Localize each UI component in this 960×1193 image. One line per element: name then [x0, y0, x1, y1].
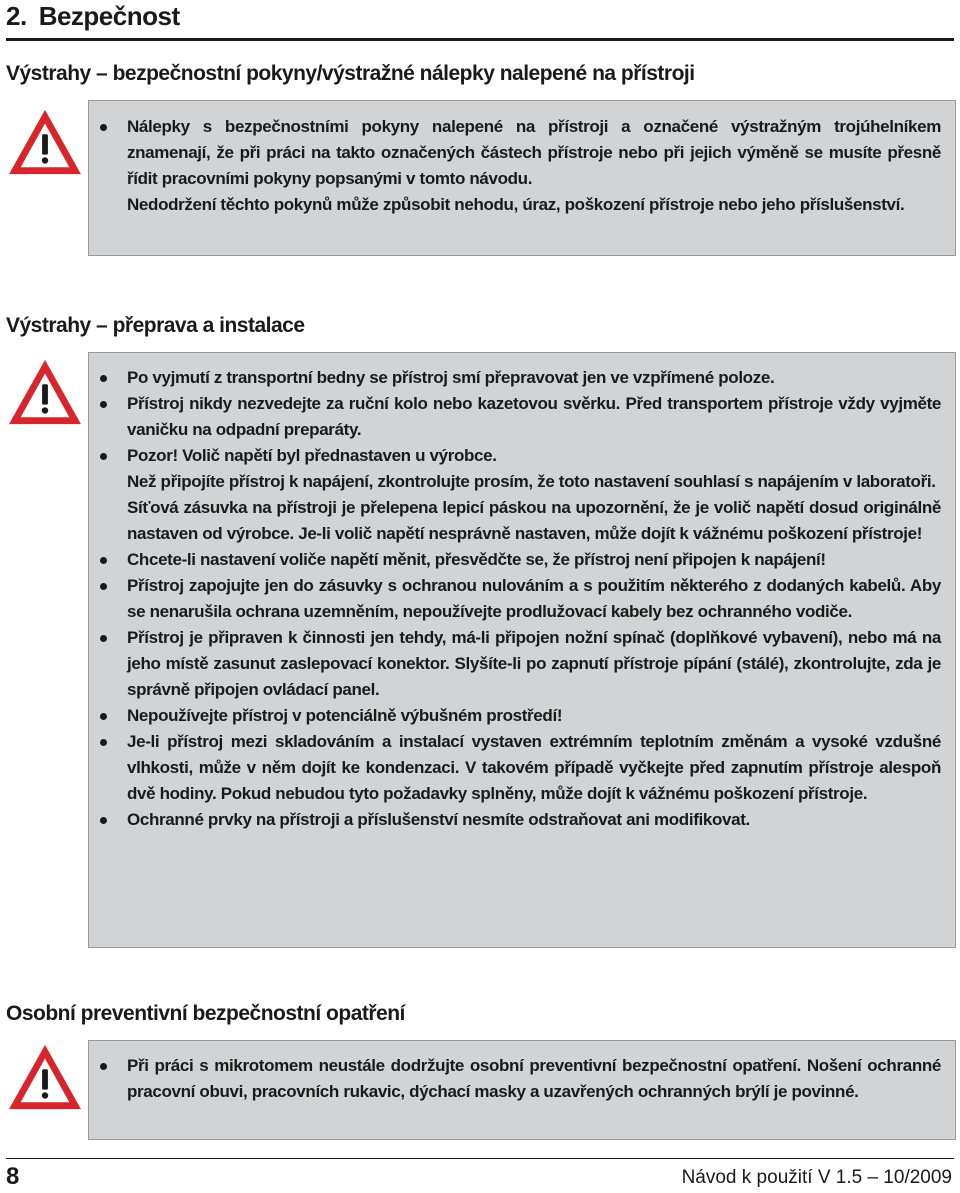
section-title-personal: Osobní preventivní bezpečnostní opatření — [6, 1002, 405, 1025]
warning-triangle-icon — [6, 1042, 84, 1112]
bullet-paragraph: Je-li přístroj mezi skladováním a instalací vystaven extrémním teplotním změnám a vysoké vzdušné vlhkosti, může v něm dojít ke kondenzaci. V takovém případě vyčkejte před zapnutím přístroje alespoň dvě hodiny. Pokud nebudou tyto požadavky splněny, může dojít k vážnému poškození přístroje. — [127, 732, 941, 803]
warning-box-labels — [88, 100, 956, 256]
list-item — [89, 807, 955, 833]
list-item — [89, 547, 955, 573]
bullet-paragraph: Po vyjmutí z transportní bedny se přístroj smí přepravovat jen ve vzpřímené poloze. — [127, 368, 775, 387]
list-item — [89, 625, 955, 703]
bullet-paragraph: Přístroj zapojujte jen do zásuvky s ochranou nulováním a s použitím některého z dodaných kabelů. Aby se nenarušila ochrana uzemněním, nepoužívejte prodlužovací kabely bez ochranného vodiče. — [127, 576, 941, 621]
bullet-paragraph: Nedodržení těchto pokynů může způsobit nehodu, úraz, poškození přístroje nebo jeho příslušenství. — [127, 195, 905, 214]
chapter-title: Bezpečnost — [38, 1, 180, 31]
document-reference: Návod k použití V 1.5 – 10/2009 — [681, 1167, 952, 1188]
bullet-paragraph: Nepoužívejte přístroj v potenciálně výbušném prostředí! — [127, 706, 563, 725]
list-item — [89, 443, 955, 547]
list-item — [89, 573, 955, 625]
bullet-paragraph: Síťová zásuvka na přístroji je přelepena lepicí páskou na upozornění, že je volič napětí dosud originálně nastaven od výrobce. Je-li volič napětí nesprávně nastaven, může dojít k vážnému poškození přístroje! — [127, 498, 941, 543]
bullet-paragraph: Ochranné prvky na přístroji a příslušenství nesmíte odstraňovat ani modifikovat. — [127, 810, 750, 829]
warning-box-personal — [88, 1040, 956, 1140]
bullet-paragraph: Chcete-li nastavení voliče napětí měnit, přesvědčte se, že přístroj není připojen k napájení! — [127, 550, 826, 569]
bullet-paragraph: Nálepky s bezpečnostními pokyny nalepené na přístroji a označené výstražným trojúhelníkem znamenají, že při práci na takto označených částech přístroje nebo při jejich výměně se musíte přesně řídit pracovními pokyny popsanými v tomto návodu. — [127, 117, 941, 188]
list-item — [89, 114, 955, 218]
bullet-paragraph: Pozor! Volič napětí byl přednastaven u výrobce. — [127, 446, 497, 465]
page-number: 8 — [6, 1163, 20, 1190]
warning-triangle-icon — [6, 357, 84, 427]
bullet-paragraph: Přístroj je připraven k činnosti jen tehdy, má-li připojen nožní spínač (doplňkové vybavení), nebo má na jeho místě zasunut zaslepovací konektor. Slyšíte-li po zapnutí přístroje pípání (stálé), zkontrolujte, zda je správně připojen ovládací panel. — [127, 628, 941, 699]
bullet-paragraph: Při práci s mikrotomem neustále dodržujte osobní preventivní bezpečnostní opatření. Nošení ochranné pracovní obuvi, pracovních rukavic, dýchací masky a uzavřených ochranných brýlí je povinné. — [127, 1056, 941, 1101]
footer-divider — [6, 1158, 954, 1159]
section-title-transport: Výstrahy – přeprava a instalace — [6, 314, 305, 337]
warning-triangle-icon — [6, 107, 84, 177]
chapter-heading — [6, 1, 180, 32]
warning-box-transport — [88, 352, 956, 948]
chapter-number: 2. — [6, 1, 27, 31]
list-item — [89, 1053, 955, 1105]
section-title-labels: Výstrahy – bezpečnostní pokyny/výstražné nálepky nalepené na přístroji — [6, 62, 695, 85]
bullet-paragraph: Přístroj nikdy nezvedejte za ruční kolo nebo kazetovou svěrku. Před transportem přístroje vždy vyjměte vaničku na odpadní preparáty. — [127, 394, 941, 439]
bullet-paragraph: Než připojíte přístroj k napájení, zkontrolujte prosím, že toto nastavení souhlasí s napájením v laboratoři. — [127, 472, 936, 491]
list-item — [89, 365, 955, 391]
list-item — [89, 729, 955, 807]
chapter-divider — [6, 38, 954, 41]
list-item — [89, 391, 955, 443]
list-item — [89, 703, 955, 729]
